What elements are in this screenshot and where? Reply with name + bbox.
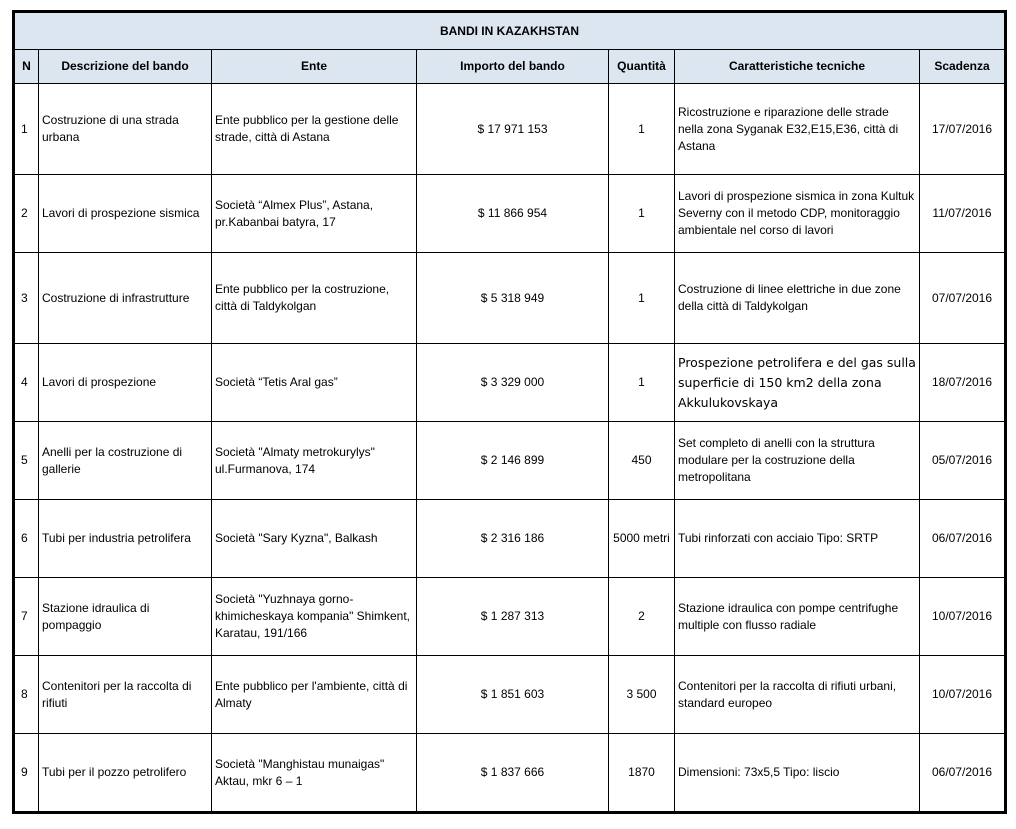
cell-scadenza: 06/07/2016 <box>920 734 1006 813</box>
cell-caratteristiche: Lavori di prospezione sismica in zona Kultuk Severny con il metodo CDP, monitoraggio ambientale nel corso di lavori <box>675 175 920 253</box>
cell-caratteristiche: Set completo di anelli con la struttura modulare per la costruzione della metropolitana <box>675 422 920 500</box>
cell-ente: Ente pubblico per la gestione delle strade, città di Astana <box>212 84 417 175</box>
cell-ente: Ente pubblico per la costruzione, città di Taldykolgan <box>212 253 417 344</box>
cell-n: 6 <box>14 500 39 578</box>
cell-importo: $ 5 318 949 <box>417 253 609 344</box>
cell-scadenza: 18/07/2016 <box>920 344 1006 422</box>
header-ente: Ente <box>212 50 417 84</box>
cell-importo: $ 1 287 313 <box>417 578 609 656</box>
table-row <box>14 656 1006 734</box>
cell-descrizione: Tubi per industria petrolifera <box>39 500 212 578</box>
cell-caratteristiche: Stazione idraulica con pompe centrifughe multiple con flusso radiale <box>675 578 920 656</box>
table-row <box>14 344 1006 422</box>
table-row <box>14 253 1006 344</box>
cell-n: 7 <box>14 578 39 656</box>
cell-quantita: 450 <box>609 422 675 500</box>
table-row <box>14 422 1006 500</box>
cell-n: 2 <box>14 175 39 253</box>
cell-caratteristiche: Ricostruzione e riparazione delle strade nella zona Syganak E32,E15,E36, città di Astana <box>675 84 920 175</box>
cell-scadenza: 05/07/2016 <box>920 422 1006 500</box>
cell-descrizione: Stazione idraulica di pompaggio <box>39 578 212 656</box>
header-row <box>14 50 1006 84</box>
cell-descrizione: Lavori di prospezione <box>39 344 212 422</box>
cell-scadenza: 07/07/2016 <box>920 253 1006 344</box>
header-quantita: Quantità <box>609 50 675 84</box>
cell-descrizione: Tubi per il pozzo petrolifero <box>39 734 212 813</box>
cell-scadenza: 10/07/2016 <box>920 656 1006 734</box>
cell-importo: $ 1 837 666 <box>417 734 609 813</box>
cell-quantita: 2 <box>609 578 675 656</box>
cell-descrizione: Anelli per la costruzione di gallerie <box>39 422 212 500</box>
cell-scadenza: 17/07/2016 <box>920 84 1006 175</box>
table-row <box>14 84 1006 175</box>
table-row <box>14 500 1006 578</box>
tenders-table-container <box>12 10 1004 814</box>
table-title: BANDI IN KAZAKHSTAN <box>14 12 1006 50</box>
cell-caratteristiche: Prospezione petrolifera e del gas sulla superficie di 150 km2 della zona Akkulukovskaya <box>675 344 920 422</box>
cell-n: 1 <box>14 84 39 175</box>
cell-quantita: 1 <box>609 84 675 175</box>
cell-importo: $ 11 866 954 <box>417 175 609 253</box>
cell-importo: $ 2 146 899 <box>417 422 609 500</box>
table-title-row <box>14 12 1006 50</box>
cell-descrizione: Costruzione di infrastrutture <box>39 253 212 344</box>
table-row <box>14 578 1006 656</box>
cell-ente: Società “Tetis Aral gas” <box>212 344 417 422</box>
cell-quantita: 5000 metri <box>609 500 675 578</box>
cell-quantita: 1 <box>609 175 675 253</box>
cell-scadenza: 11/07/2016 <box>920 175 1006 253</box>
cell-ente: Ente pubblico per l'ambiente, città di Almaty <box>212 656 417 734</box>
header-importo: Importo del bando <box>417 50 609 84</box>
cell-quantita: 1 <box>609 344 675 422</box>
cell-n: 4 <box>14 344 39 422</box>
header-scadenza: Scadenza <box>920 50 1006 84</box>
cell-ente: Società "Sary Kyzna", Balkash <box>212 500 417 578</box>
cell-caratteristiche: Contenitori per la raccolta di rifiuti urbani, standard europeo <box>675 656 920 734</box>
cell-ente: Società "Yuzhnaya gorno-khimicheskaya kompania" Shimkent, Karatau, 191/166 <box>212 578 417 656</box>
cell-ente: Società "Almaty metrokurylys" ul.Furmanova, 174 <box>212 422 417 500</box>
tenders-table <box>12 10 1007 814</box>
header-descrizione: Descrizione del bando <box>39 50 212 84</box>
cell-caratteristiche: Costruzione di linee elettriche in due zone della città di Taldykolgan <box>675 253 920 344</box>
table-row <box>14 175 1006 253</box>
cell-quantita: 3 500 <box>609 656 675 734</box>
cell-n: 8 <box>14 656 39 734</box>
cell-n: 9 <box>14 734 39 813</box>
cell-importo: $ 3 329 000 <box>417 344 609 422</box>
header-n: N <box>14 50 39 84</box>
cell-caratteristiche: Tubi rinforzati con acciaio Tipo: SRTP <box>675 500 920 578</box>
cell-descrizione: Contenitori per la raccolta di rifiuti <box>39 656 212 734</box>
cell-importo: $ 17 971 153 <box>417 84 609 175</box>
cell-ente: Società “Almex Plus”, Astana, pr.Kabanbai batyra, 17 <box>212 175 417 253</box>
cell-caratteristiche: Dimensioni: 73x5,5 Tipo: liscio <box>675 734 920 813</box>
cell-quantita: 1 <box>609 253 675 344</box>
cell-ente: Società "Manghistau munaigas" Aktau, mkr 6 – 1 <box>212 734 417 813</box>
table-row <box>14 734 1006 813</box>
cell-descrizione: Costruzione di una strada urbana <box>39 84 212 175</box>
cell-scadenza: 10/07/2016 <box>920 578 1006 656</box>
cell-quantita: 1870 <box>609 734 675 813</box>
cell-n: 3 <box>14 253 39 344</box>
cell-n: 5 <box>14 422 39 500</box>
cell-importo: $ 2 316 186 <box>417 500 609 578</box>
cell-scadenza: 06/07/2016 <box>920 500 1006 578</box>
cell-descrizione: Lavori di prospezione sismica <box>39 175 212 253</box>
header-caratteristiche: Caratteristiche tecniche <box>675 50 920 84</box>
cell-importo: $ 1 851 603 <box>417 656 609 734</box>
